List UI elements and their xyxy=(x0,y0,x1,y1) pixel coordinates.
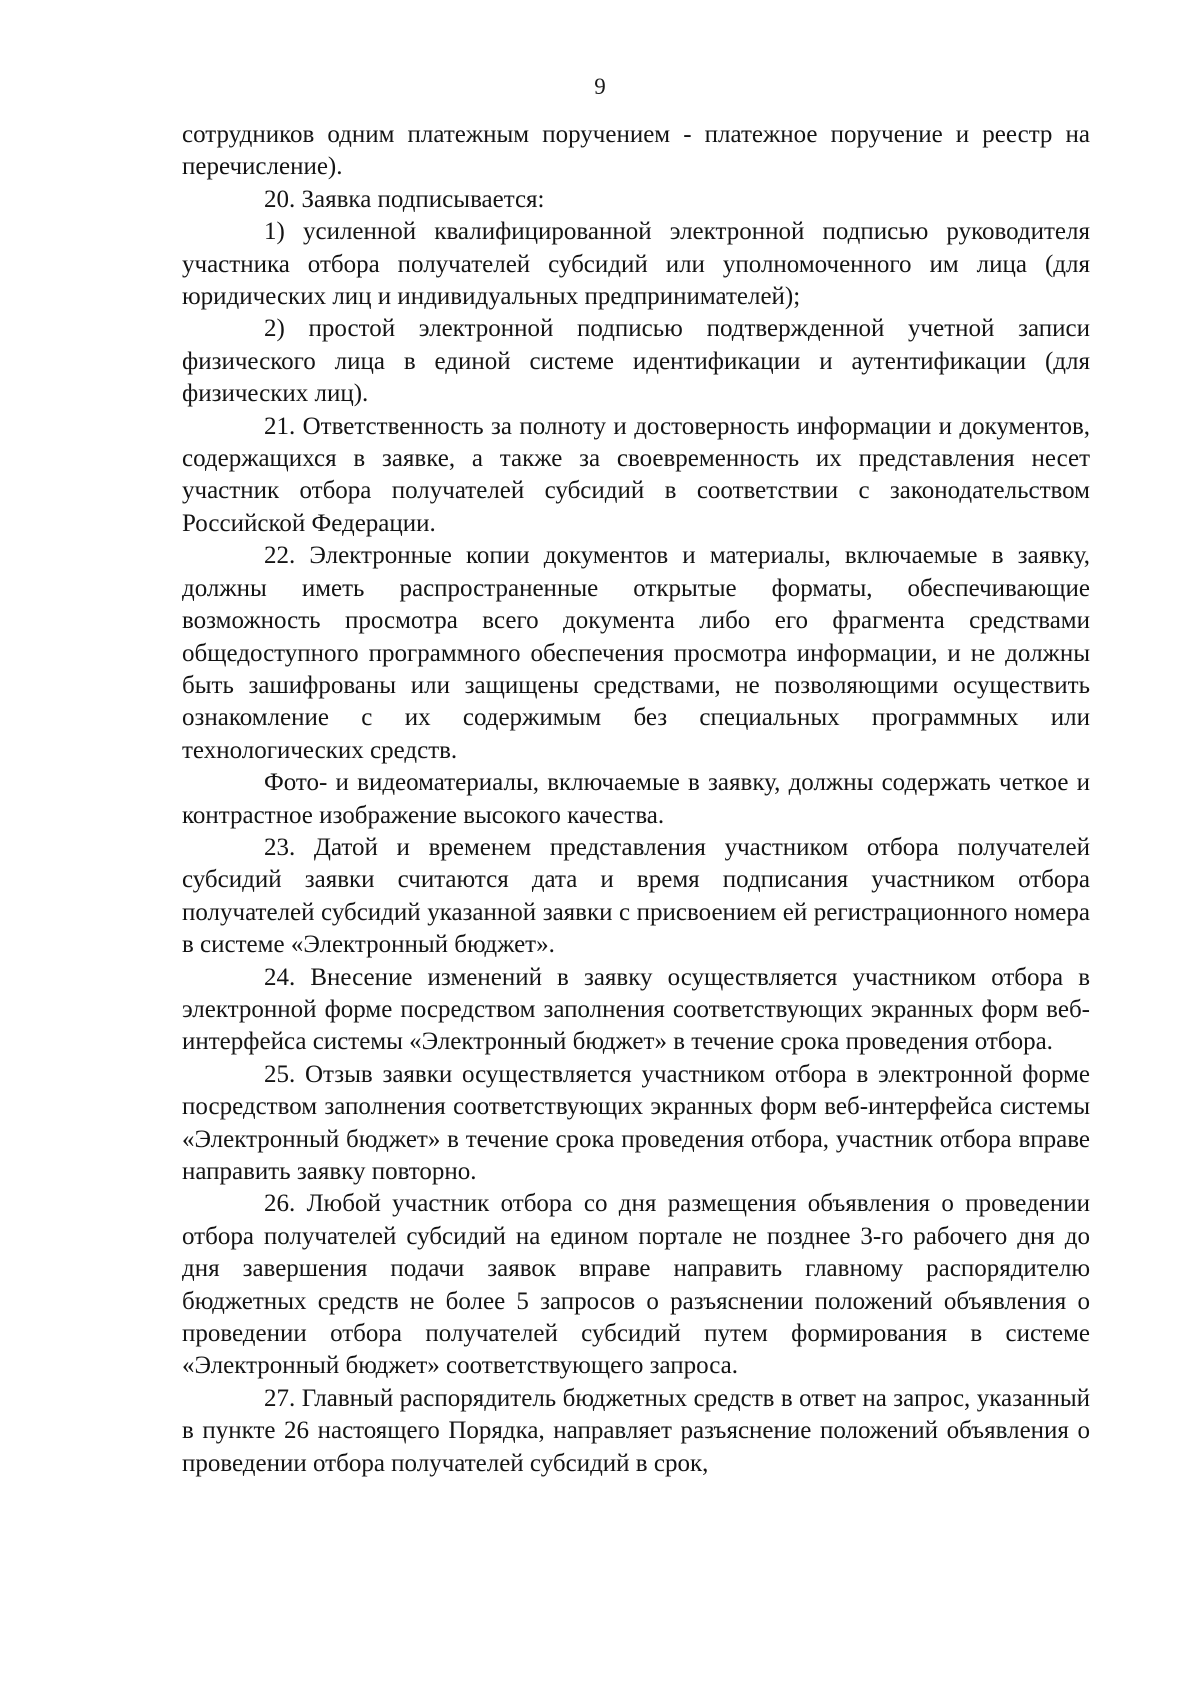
paragraph-item-21: 21. Ответственность за полноту и достоверность информации и документов, содержащихся в заявке, а также за своевременность их представления несет участник отбора получателей субсидий в соответствии с законодательством Российской Федерации. xyxy=(182,412,1090,537)
paragraph-item-22: 22. Электронные копии документов и материалы, включаемые в заявку, должны иметь распространенные открытые форматы, обеспечивающие возможность просмотра всего документа либо его фрагмента средствами общедоступного программного обеспечения просмотра информации, и не должны быть зашифрованы или защищены средствами, не позволяющими осуществить ознакомление с их содержимым без специальных программных или технологических средств. xyxy=(182,542,1090,764)
paragraph-subitem-1: 1) усиленной квалифицированной электронной подписью руководителя участника отбора получателей субсидий или уполномоченного им лица (для юридических лиц и индивидуальных предпринимателей); xyxy=(182,218,1090,311)
page-number: 9 xyxy=(594,74,606,99)
paragraph-continuation: сотрудников одним платежным поручением - платежное поручение и реестр на перечисление). xyxy=(182,121,1090,181)
paragraph-item-26: 26. Любой участник отбора со дня размещения объявления о проведении отбора получателей субсидий на едином портале не позднее 3-го рабочего дня до дня завершения подачи заявок вправе направить главному распорядителю бюджетных средств не более 5 запросов о разъяснении положений объявления о проведении отбора получателей субсидий путем формирования в системе «Электронный бюджет» соответствующего запроса. xyxy=(182,1190,1090,1380)
paragraph-photo-video: Фото- и видеоматериалы, включаемые в заявку, должны содержать четкое и контрастное изображение высокого качества. xyxy=(182,769,1090,829)
paragraph-item-27: 27. Главный распорядитель бюджетных средств в ответ на запрос, указанный в пункте 26 настоящего Порядка, направляет разъяснение положений объявления о проведении отбора получателей субсидий в срок, xyxy=(182,1384,1090,1477)
document-body xyxy=(182,119,1090,1480)
paragraph-item-25: 25. Отзыв заявки осуществляется участником отбора в электронной форме посредством заполнения соответствующих экранных форм веб-интерфейса системы «Электронный бюджет» в течение срока проведения отбора, участник отбора вправе направить заявку повторно. xyxy=(182,1060,1090,1185)
paragraph-subitem-2: 2) простой электронной подписью подтвержденной учетной записи физического лица в единой системе идентификации и аутентификации (для физических лиц). xyxy=(182,315,1090,408)
paragraph-item-24: 24. Внесение изменений в заявку осуществляется участником отбора в электронной форме посредством заполнения соответствующих экранных форм веб-интерфейса системы «Электронный бюджет» в течение срока проведения отбора. xyxy=(182,963,1090,1056)
paragraph-item-20: 20. Заявка подписывается: xyxy=(264,185,545,213)
paragraph-item-23: 23. Датой и временем представления участником отбора получателей субсидий заявки считаются дата и время подписания участником отбора получателей субсидий указанной заявки с присвоением ей регистрационного номера в системе «Электронный бюджет». xyxy=(182,833,1090,959)
